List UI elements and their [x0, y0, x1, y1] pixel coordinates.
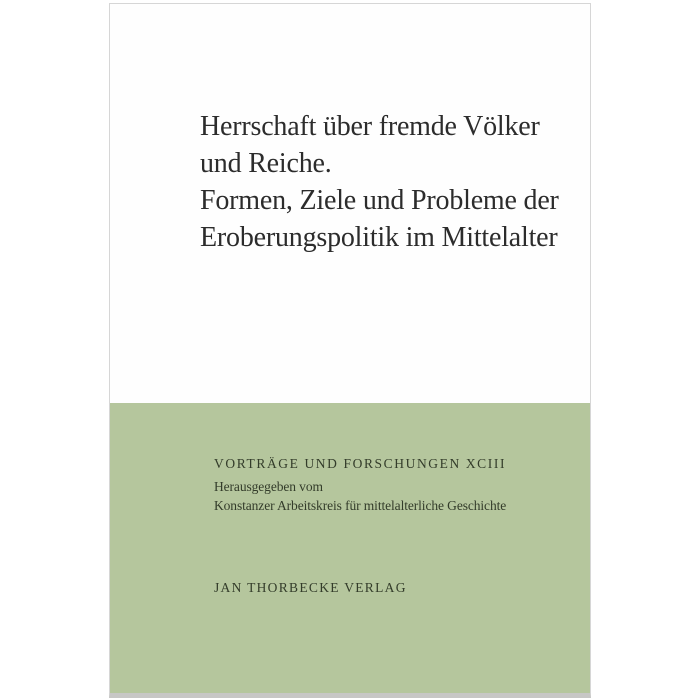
publisher-label: JAN THORBECKE VERLAG: [214, 580, 407, 595]
series-label: VORTRÄGE UND FORSCHUNGEN XCIII: [214, 456, 507, 471]
cover-green-band: [110, 403, 590, 693]
editor-block: [214, 478, 506, 515]
book-cover: [109, 3, 591, 698]
editor-line: Herausgegeben vom: [214, 479, 323, 494]
title-line: Eroberungspolitik im Mittelalter: [200, 222, 558, 253]
title-line: und Reiche.: [200, 148, 332, 179]
editor-line: Konstanzer Arbeitskreis für mittelalterliche Geschichte: [214, 497, 507, 513]
book-title-block: [200, 108, 559, 256]
title-line: Herrschaft über fremde Völker: [200, 111, 540, 142]
title-line: Formen, Ziele und Probleme der: [200, 185, 559, 216]
